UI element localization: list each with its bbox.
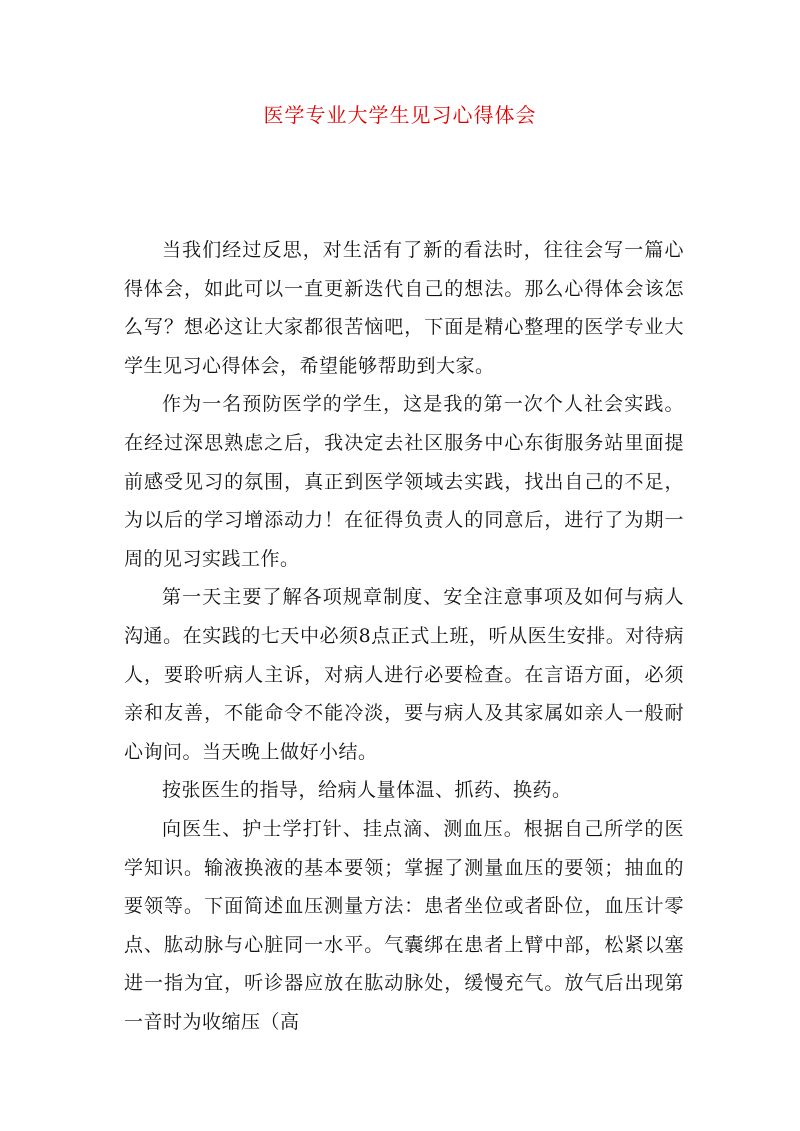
document-body — [124, 231, 684, 1041]
paragraph-intro: 当我们经过反思，对生活有了新的看法时，往往会写一篇心得体会，如此可以一直更新迭代自己的想法。那么心得体会该怎么写？想必这让大家都很苦恼吧，下面是精心整理的医学专业大学生见习心得体会，希望能够帮助到大家。 — [124, 239, 684, 377]
document-title: 医学专业大学生见习心得体会 — [263, 103, 537, 127]
paragraph-practice: 作为一名预防医学的学生，这是我的第一次个人社会实践。在经过深思熟虑之后，我决定去社区服务中心东街服务站里面提前感受见习的氛围，真正到医学领域去实践，找出自己的不足，为以后的学习增添动力！在征得负责人的同意后，进行了为期一周的见习实践工作。 — [124, 393, 684, 570]
paragraph-skills: 向医生、护士学打针、挂点滴、测血压。根据自己所学的医学知识。输液换液的基本要领；掌握了测量血压的要领；抽血的要领等。下面简述血压测量方法：患者坐位或者卧位，血压计零点、肱动脉与心脏同一水平。气囊绑在患者上臂中部，松紧以塞进一指为宜，听诊器应放在肱动脉处，缓慢充气。放气后出现第一音时为收缩压（高 — [124, 817, 684, 1033]
paragraph-guidance: 按张医生的指导，给病人量体温、抓药、换药。 — [162, 779, 572, 802]
paragraph-day-one: 第一天主要了解各项规章制度、安全注意事项及如何与病人沟通。在实践的七天中必须8点正式上班，听从医生安排。对待病人，要聆听病人主诉，对病人进行必要检查。在言语方面，必须亲和友善，不能命令不能冷淡，要与病人及其家属如亲人一般耐心询问。当天晚上做好小结。 — [124, 586, 684, 763]
